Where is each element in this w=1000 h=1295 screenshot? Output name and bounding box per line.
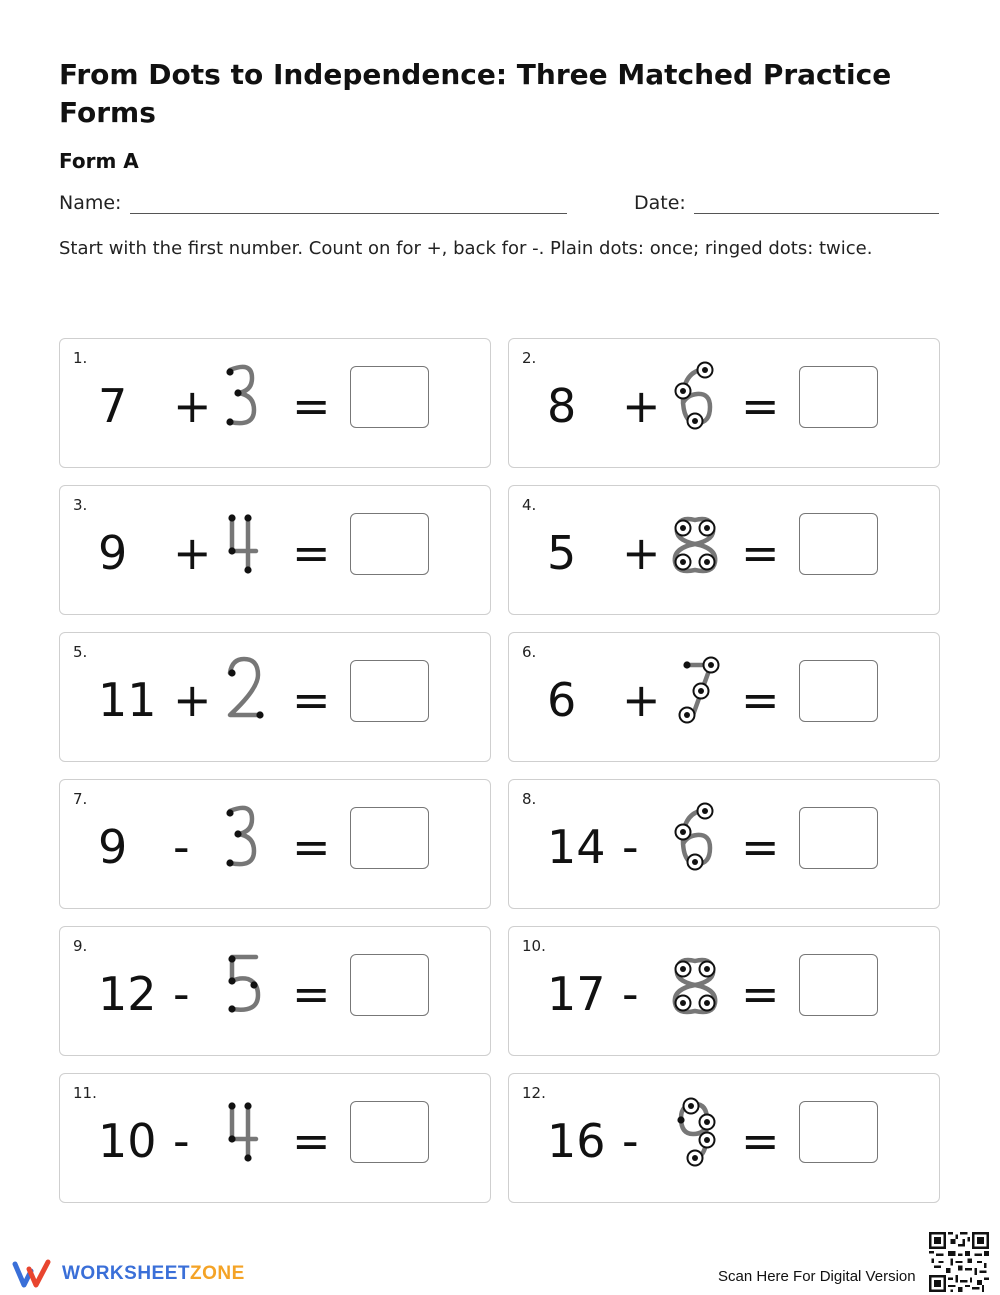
form-label: Form A: [59, 149, 139, 173]
operator: +: [622, 526, 661, 580]
dot-number-eight: [667, 506, 723, 586]
problem-card: [508, 926, 940, 1056]
problem-card: [59, 485, 491, 615]
equals-sign: =: [741, 1114, 780, 1168]
answer-box[interactable]: [350, 1101, 429, 1163]
equals-sign: =: [741, 379, 780, 433]
operator: -: [622, 967, 639, 1021]
brand-logo[interactable]: [12, 1258, 245, 1290]
problem-card: [59, 926, 491, 1056]
date-line[interactable]: [694, 213, 939, 214]
operator: +: [622, 379, 661, 433]
brand-name-part2: ZONE: [190, 1263, 245, 1284]
dot-number-two: [218, 653, 274, 733]
dot-number-three: [218, 359, 274, 439]
dot-number-six: [667, 800, 723, 880]
first-number: 8: [547, 379, 577, 433]
equals-sign: =: [741, 526, 780, 580]
answer-box[interactable]: [799, 807, 878, 869]
problem-number: 1.: [73, 349, 88, 367]
problem-card: [508, 485, 940, 615]
answer-box[interactable]: [350, 954, 429, 1016]
problem-number: 2.: [522, 349, 537, 367]
date-label: Date:: [634, 192, 686, 214]
equals-sign: =: [292, 526, 331, 580]
problem-number: 3.: [73, 496, 88, 514]
equals-sign: =: [292, 673, 331, 727]
problem-number: 9.: [73, 937, 88, 955]
problem-number: 10.: [522, 937, 546, 955]
problem-card: [508, 338, 940, 468]
worksheet-title: From Dots to Independence: Three Matched Practice Forms: [59, 58, 892, 129]
problem-card: [59, 338, 491, 468]
dot-number-six: [667, 359, 723, 439]
dot-number-nine: [667, 1094, 723, 1174]
equals-sign: =: [741, 967, 780, 1021]
problem-number: 5.: [73, 643, 88, 661]
operator: -: [173, 1114, 190, 1168]
operator: +: [622, 673, 661, 727]
dot-number-seven: [667, 653, 723, 733]
dot-number-four: [218, 1094, 274, 1174]
answer-box[interactable]: [799, 366, 878, 428]
answer-box[interactable]: [350, 366, 429, 428]
answer-box[interactable]: [799, 660, 878, 722]
equals-sign: =: [292, 967, 331, 1021]
equals-sign: =: [292, 1114, 331, 1168]
equals-sign: =: [292, 379, 331, 433]
brand-name-part1: WORKSHEET: [62, 1263, 190, 1284]
problem-number: 4.: [522, 496, 537, 514]
operator: +: [173, 526, 212, 580]
problem-number: 12.: [522, 1084, 546, 1102]
problem-card: [508, 632, 940, 762]
problem-card: [508, 779, 940, 909]
qr-code-icon[interactable]: [929, 1232, 989, 1292]
problem-card: [508, 1073, 940, 1203]
operator: -: [622, 1114, 639, 1168]
name-line[interactable]: [130, 213, 567, 214]
operator: +: [173, 673, 212, 727]
equals-sign: =: [741, 673, 780, 727]
answer-box[interactable]: [799, 954, 878, 1016]
first-number: 5: [547, 526, 577, 580]
problem-number: 8.: [522, 790, 537, 808]
dot-number-three: [218, 800, 274, 880]
first-number: 14: [547, 820, 606, 874]
first-number: 10: [98, 1114, 157, 1168]
problem-card: [59, 632, 491, 762]
problem-card: [59, 1073, 491, 1203]
first-number: 11: [98, 673, 157, 727]
operator: -: [173, 820, 190, 874]
first-number: 17: [547, 967, 606, 1021]
dot-number-five: [218, 947, 274, 1027]
equals-sign: =: [292, 820, 331, 874]
instructions: Start with the first number. Count on for +, back for -. Plain dots: once; ringed dots: twice.: [59, 238, 873, 259]
operator: -: [173, 967, 190, 1021]
answer-box[interactable]: [350, 513, 429, 575]
name-label: Name:: [59, 192, 122, 214]
first-number: 9: [98, 526, 128, 580]
dot-number-four: [218, 506, 274, 586]
first-number: 6: [547, 673, 577, 727]
first-number: 12: [98, 967, 157, 1021]
first-number: 7: [98, 379, 128, 433]
answer-box[interactable]: [350, 807, 429, 869]
problem-number: 7.: [73, 790, 88, 808]
dot-number-eight: [667, 947, 723, 1027]
problem-card: [59, 779, 491, 909]
problem-number: 6.: [522, 643, 537, 661]
answer-box[interactable]: [350, 660, 429, 722]
problem-number: 11.: [73, 1084, 97, 1102]
operator: -: [622, 820, 639, 874]
equals-sign: =: [741, 820, 780, 874]
first-number: 9: [98, 820, 128, 874]
brand-mark-icon: [12, 1259, 54, 1289]
answer-box[interactable]: [799, 1101, 878, 1163]
operator: +: [173, 379, 212, 433]
first-number: 16: [547, 1114, 606, 1168]
answer-box[interactable]: [799, 513, 878, 575]
scan-caption: Scan Here For Digital Version: [718, 1268, 916, 1285]
